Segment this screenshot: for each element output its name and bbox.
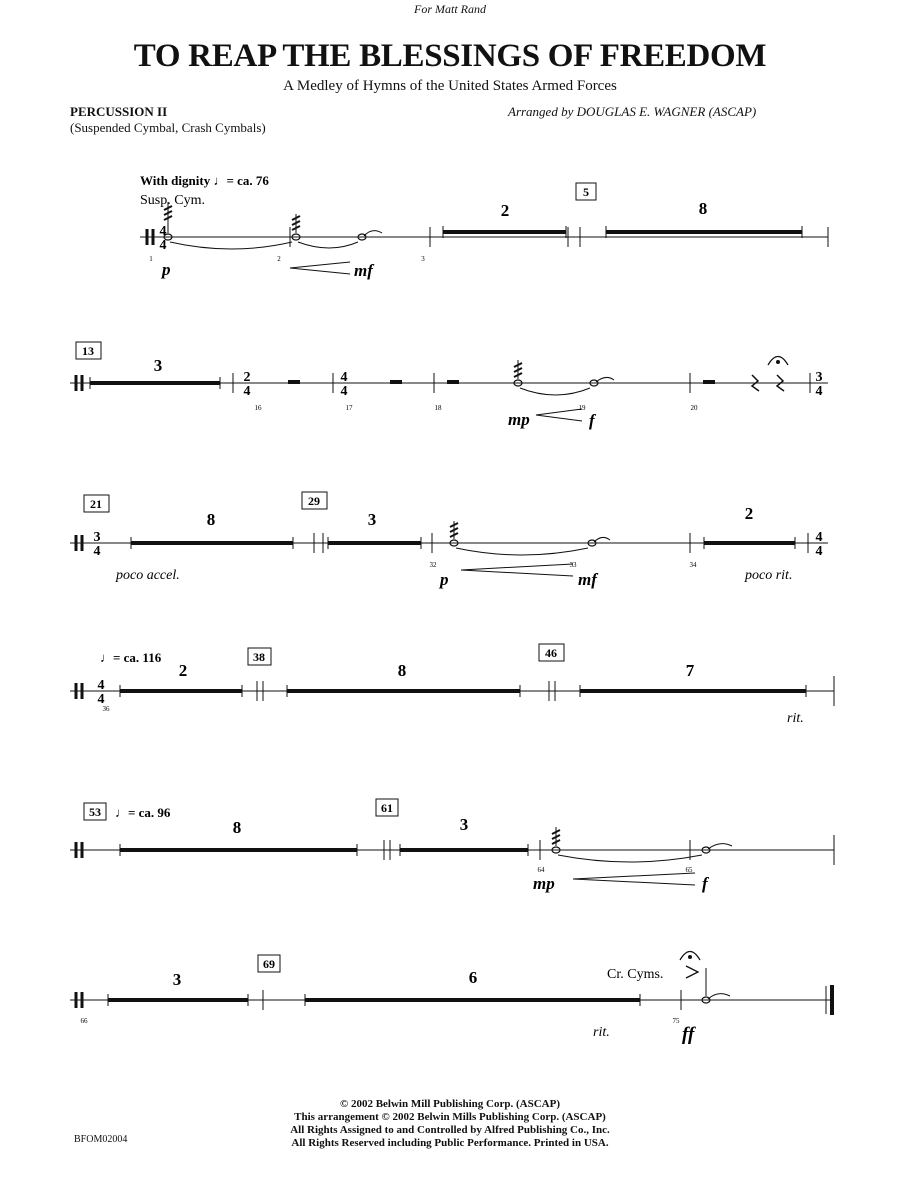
rehearsal-mark: 29 xyxy=(308,494,320,508)
multirest-count: 2 xyxy=(744,504,754,523)
copyright-notice xyxy=(0,1098,900,1150)
expression-text: rit. xyxy=(593,1025,610,1040)
measure-number: 75 xyxy=(672,1017,680,1025)
notes xyxy=(164,234,710,1003)
fermatas xyxy=(680,357,788,961)
copyright-line: All Rights Assigned to and Controlled by Alfred Publishing Co., Inc. xyxy=(290,1124,610,1136)
time-sig-top: 3 xyxy=(93,530,101,545)
tempo-marking: ♩= ca. 96 xyxy=(115,805,171,820)
time-sig-bottom: 4 xyxy=(243,384,251,399)
measure-number: 3 xyxy=(421,255,425,263)
barlines xyxy=(233,227,834,1014)
measure-number: 33 xyxy=(569,561,577,569)
copyright-line: © 2002 Belwin Mill Publishing Corp. (ASCAP) xyxy=(340,1098,560,1110)
multirest-count: 3 xyxy=(459,815,469,834)
measure-number: 20 xyxy=(690,404,698,412)
tremolo-marks xyxy=(164,206,560,844)
multirest-count: 3 xyxy=(153,356,163,375)
rehearsal-mark: 69 xyxy=(263,957,275,971)
tempo-marking: With dignity ♩= ca. 76 xyxy=(140,173,269,188)
piece-title: TO REAP THE BLESSINGS OF FREEDOM xyxy=(133,38,767,74)
dynamic-mf: mf xyxy=(354,261,373,280)
multirest-count: 7 xyxy=(685,661,695,680)
dedication: For Matt Rand xyxy=(414,2,486,16)
measure-number: 66 xyxy=(80,1017,88,1025)
measure-number: 34 xyxy=(689,561,697,569)
time-sig-top: 3 xyxy=(815,370,823,385)
rehearsal-mark: 38 xyxy=(253,650,265,664)
catalog-number: BFOM02004 xyxy=(74,1134,128,1145)
dynamic-p: p xyxy=(440,570,449,589)
expression-text: poco accel. xyxy=(116,568,180,583)
time-sig-bottom: 4 xyxy=(815,544,823,559)
measure-number: 64 xyxy=(537,866,545,874)
rehearsal-mark: 13 xyxy=(82,344,94,358)
dynamic-mp: mp xyxy=(508,410,530,429)
dynamic-p: p xyxy=(162,260,171,279)
measure-number: 65 xyxy=(685,866,693,874)
measure-number: 2 xyxy=(277,255,281,263)
measure-number: 16 xyxy=(254,404,262,412)
expressions xyxy=(115,568,804,1040)
time-sig-top: 4 xyxy=(159,224,167,239)
expression-text: rit. xyxy=(787,711,804,726)
dynamic-mp: mp xyxy=(533,874,555,893)
dynamic-f: f xyxy=(589,411,595,430)
expression-text: poco rit. xyxy=(745,568,793,583)
dynamics xyxy=(160,260,710,1045)
multirest-count: 2 xyxy=(178,661,188,680)
copyright-line: This arrangement © 2002 Belwin Mills Publishing Corp. (ASCAP) xyxy=(294,1111,606,1123)
part-name: PERCUSSION II xyxy=(70,104,168,119)
multirest-count: 8 xyxy=(397,661,407,680)
rehearsal-mark: 61 xyxy=(381,801,393,815)
time-sig-bottom: 4 xyxy=(97,692,105,707)
time-sig-top: 4 xyxy=(340,370,348,385)
multirest-count: 2 xyxy=(500,201,510,220)
rehearsal-mark: 53 xyxy=(89,805,101,819)
multirest-count: 3 xyxy=(172,970,182,989)
arranger-credit: Arranged by DOUGLAS E. WAGNER (ASCAP) xyxy=(508,104,757,119)
time-sig-bottom: 4 xyxy=(340,384,348,399)
multirest-counts xyxy=(154,199,754,989)
measure-number: 18 xyxy=(434,404,442,412)
dynamic-f: f xyxy=(702,874,708,893)
multirest-ends xyxy=(90,226,806,1006)
rehearsal-mark: 5 xyxy=(583,185,589,199)
time-sig-bottom: 4 xyxy=(159,238,167,253)
multirest-count: 3 xyxy=(367,510,377,529)
multirest-count: 8 xyxy=(698,199,708,218)
time-sig-top: 2 xyxy=(243,370,251,385)
instrument-label: Cr. Cyms. xyxy=(607,967,664,982)
measure-number: 17 xyxy=(345,404,353,412)
rehearsal-mark: 21 xyxy=(90,497,102,511)
time-sig-bottom: 4 xyxy=(815,384,823,399)
instrument-label: Susp. Cym. xyxy=(140,193,205,208)
copyright-line: All Rights Reserved including Public Performance. Printed in USA. xyxy=(291,1137,609,1149)
multirest-count: 8 xyxy=(206,510,216,529)
time-sig-top: 4 xyxy=(815,530,823,545)
multirest-count: 6 xyxy=(468,968,478,987)
rehearsal-mark: 46 xyxy=(545,646,557,660)
measure-number: 19 xyxy=(578,404,586,412)
dynamic-ff: ff xyxy=(682,1024,695,1045)
piece-subtitle: A Medley of Hymns of the United States Armed Forces xyxy=(283,78,617,94)
tempo-marking: ♩= ca. 116 xyxy=(100,650,162,665)
multirest-count: 8 xyxy=(232,818,242,837)
measure-number: 32 xyxy=(429,561,437,569)
ties xyxy=(170,231,732,999)
dynamic-mf: mf xyxy=(578,570,597,589)
measure-number: 1 xyxy=(149,255,153,263)
time-sig-bottom: 4 xyxy=(93,544,101,559)
multirest-bars xyxy=(90,232,806,1000)
accent-mark xyxy=(686,966,698,978)
time-sig-top: 4 xyxy=(97,678,105,693)
instrument-list: (Suspended Cymbal, Crash Cymbals) xyxy=(70,120,266,135)
time-signatures xyxy=(94,224,823,707)
measure-number: 36 xyxy=(102,705,110,713)
measure-numbers xyxy=(81,255,699,1025)
hairpins xyxy=(290,262,695,885)
